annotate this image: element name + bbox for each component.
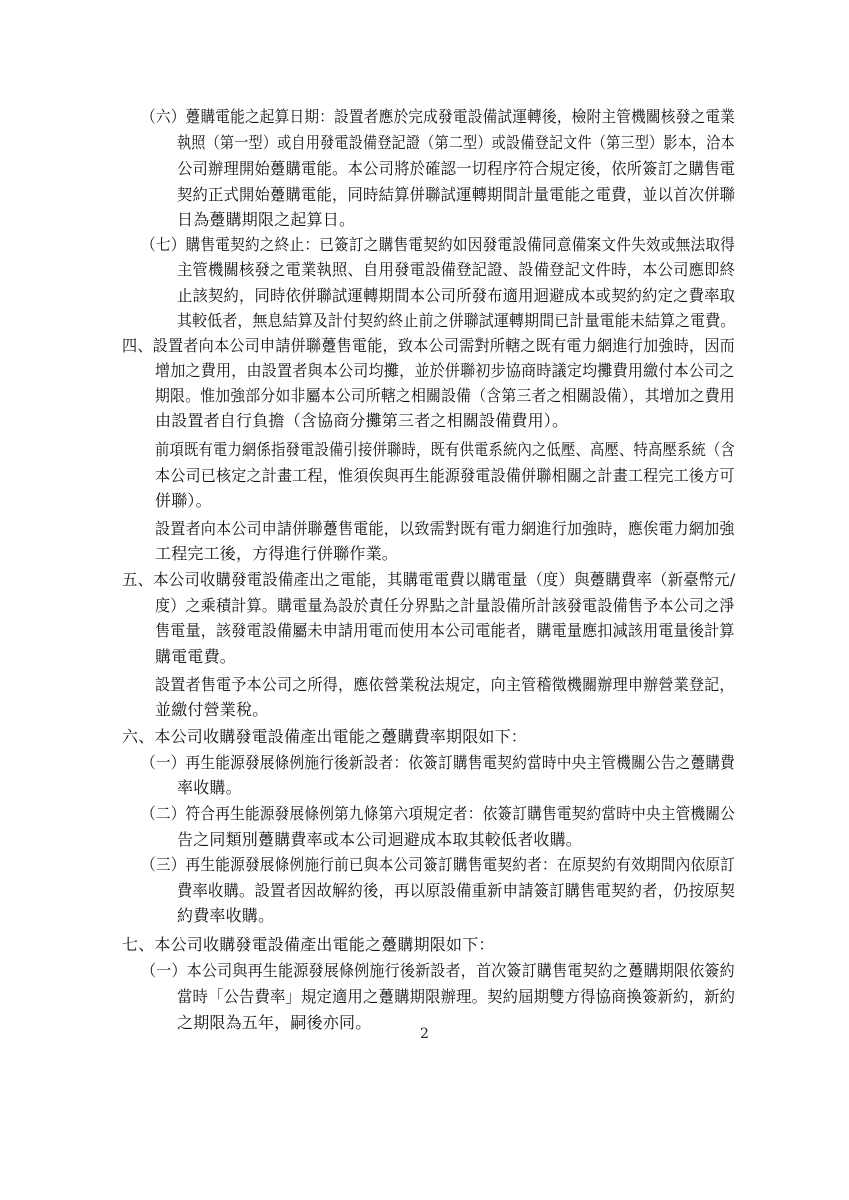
text-line: （二）符合再生能源發展條例第九條第六項規定者：依簽訂購售電契約當時中央主管機關公 [141,804,736,823]
text-line: 告之同類別躉購費率或本公司迴避成本取其較低者收購。 [177,830,583,849]
text-line: 併聯）。 [155,491,212,510]
text-line: 六、本公司收購發電設備產出電能之躉購費率期限如下： [122,727,528,746]
text-line: 四、設置者向本公司申請併聯躉售電能，致本公司需對所轄之既有電力網進行加強時，因而 [122,336,736,355]
text-line: 契約正式開始躉購電能，同時結算併聯試運轉期間計量電能之電費，並以首次併聯 [177,185,736,204]
text-line: （一）本公司與再生能源發展條例施行後新設者，首次簽訂購售電契約之躉購期限依簽約 [141,961,735,980]
text-line: 公司辦理開始躉購電能。本公司將於確認一切程序符合規定後，依所簽訂之購售電 [177,159,736,178]
text-line: 由設置者自行負擔（含協商分攤第三者之相關設備費用）。 [155,411,569,430]
text-line: （六）躉購電能之起算日期：設置者應於完成發電設備試運轉後，檢附主管機關核發之電業 [141,107,736,126]
text-line: 期限。惟加強部分如非屬本公司所轄之相關設備（含第三者之相關設備），其增加之費用 [155,386,735,405]
text-line: 約費率收購。 [177,906,275,925]
text-line: 率收購。 [177,778,242,797]
page-number: 2 [419,1026,430,1042]
text-line: 設置者向本公司申請併聯躉售電能，以致需對既有電力網進行加強時，應俟電力網加強 [155,519,735,538]
text-line: 並繳付營業稅。 [155,700,269,719]
text-line: 售電量，該發電設備屬未申請用電而使用本公司電能者，購電量應扣減該用電量後計算 [155,621,735,640]
text-line: 當時「公告費率」規定適用之躉購期限辦理。契約屆期雙方得協商換簽新約，新約 [177,987,736,1006]
text-line: 止該契約，同時依併聯試運轉期間本公司所發布適用迴避成本或契約約定之費率取 [177,286,736,305]
text-line: 購電電費。 [155,647,237,666]
text-line: （一）再生能源發展條例施行後新設者：依簽訂購售電契約當時中央主管機關公告之躉購費 [141,753,736,772]
text-line: 之期限為五年，嗣後亦同。 [177,1013,372,1032]
text-line: 其較低者，無息結算及計付契約終止前之併聯試運轉期間已計量電能未結算之電費。 [177,311,736,330]
text-line: （三）再生能源發展條例施行前已與本公司簽訂購售電契約者：在原契約有效期間內依原訂 [141,855,736,874]
text-line: 度）之乘積計算。購電量為設於責任分界點之計量設備所計該發電設備售予本公司之淨 [155,596,735,615]
text-line: 五、本公司收購發電設備產出之電能，其購電電費以購電量（度）與躉購費率（新臺幣元/ [122,570,736,589]
text-line: 增加之費用，由設置者與本公司均攤，並於併聯初步協商時議定均攤費用繳付本公司之 [155,361,735,380]
text-line: 七、本公司收購發電設備產出電能之躉購期限如下： [122,935,495,954]
text-line: 執照（第一型）或自用發電設備登記證（第二型）或設備登記文件（第三型）影本，洽本 [177,133,735,152]
text-line: 日為躉購期限之起算日。 [177,210,356,229]
text-line: 設置者售電予本公司之所得，應依營業稅法規定，向主管稽徵機關辦理申辦營業登記， [155,675,735,694]
text-line: （七）購售電契約之終止：已簽訂之購售電契約如因發電設備同意備案文件失效或無法取得 [141,235,736,254]
text-line: 主管機關核發之電業執照、自用發電設備登記證、設備登記文件時，本公司應即終 [177,260,736,279]
text-line: 工程完工後，方得進行併聯作業。 [155,544,399,563]
text-line: 費率收購。設置者因故解約後，再以原設備重新申請簽訂購售電契約者，仍按原契 [177,881,736,900]
text-line: 前項既有電力網係指發電設備引接併聯時，既有供電系統內之低壓、高壓、特高壓系統（含 [155,440,736,459]
text-line: 本公司已核定之計畫工程，惟須俟與再生能源發電設備併聯相關之計畫工程完工後方可 [155,466,735,485]
